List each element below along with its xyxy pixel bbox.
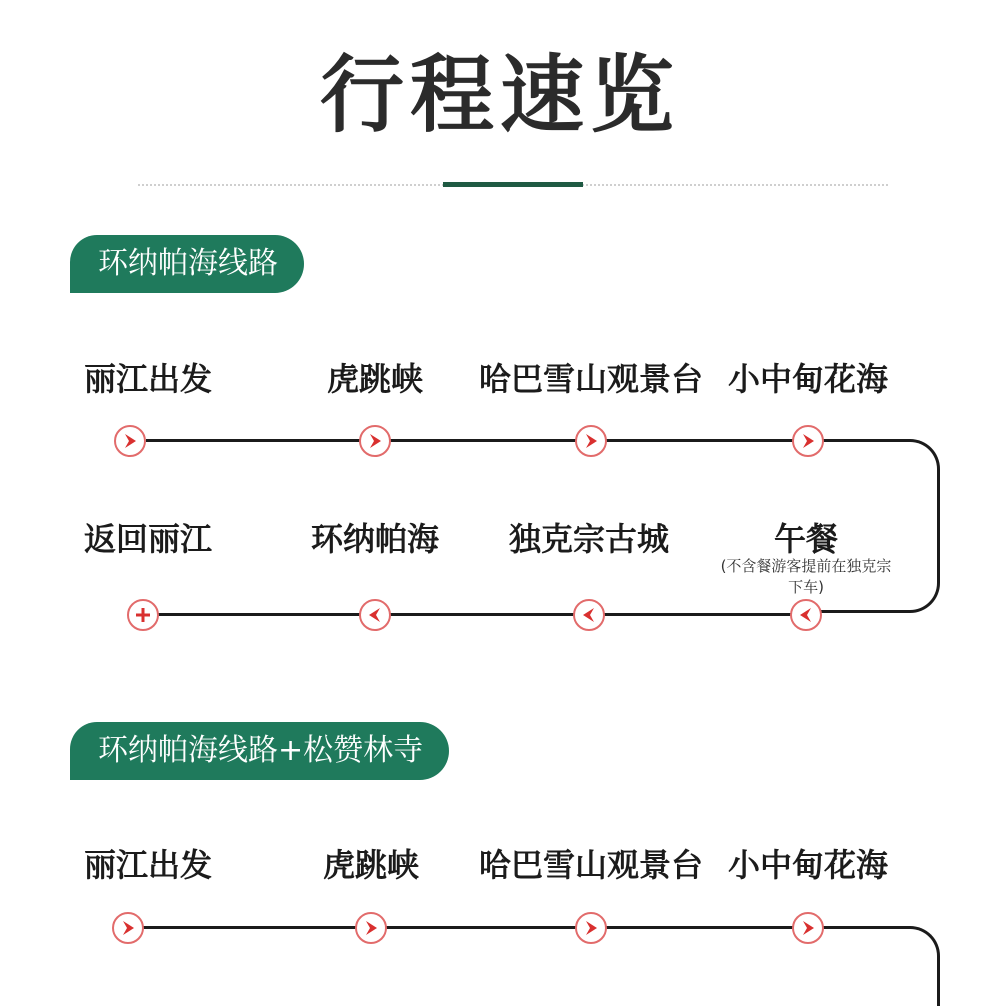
stop-label: 独克宗古城: [508, 520, 670, 558]
stop-label: 丽江出发: [83, 360, 213, 398]
stop-label: 午餐: [773, 520, 839, 558]
route-tag-2: 环纳帕海线路+松赞林寺: [70, 722, 449, 780]
stop-label: 虎跳峡: [326, 360, 424, 398]
route-line-row1: [128, 926, 808, 929]
arrow-right-icon: [114, 425, 146, 457]
route-line-row1: [146, 439, 808, 442]
meal-note: (不含餐游客提前在独克宗下车): [720, 557, 892, 596]
stop-label: 小中甸花海: [727, 360, 889, 398]
arrow-left-icon: [573, 599, 605, 631]
route-tag-1: 环纳帕海线路: [70, 235, 304, 293]
route-loop: [808, 926, 940, 1006]
arrow-right-icon: [575, 425, 607, 457]
arrow-left-icon: [790, 599, 822, 631]
title-divider-accent: [443, 182, 583, 187]
stop-label: 哈巴雪山观景台: [478, 846, 704, 884]
stop-label: 返回丽江: [83, 520, 213, 558]
plus-icon: [127, 599, 159, 631]
stop-label: 丽江出发: [83, 846, 213, 884]
arrow-left-icon: [359, 599, 391, 631]
stop-label: 哈巴雪山观景台: [478, 360, 704, 398]
arrow-right-icon: [355, 912, 387, 944]
route-line-row2: [146, 613, 808, 616]
stop-label: 虎跳峡: [322, 846, 420, 884]
arrow-right-icon: [359, 425, 391, 457]
arrow-right-icon: [112, 912, 144, 944]
stop-label: 环纳帕海: [310, 520, 440, 558]
arrow-right-icon: [792, 425, 824, 457]
stop-label: 小中甸花海: [727, 846, 889, 884]
arrow-right-icon: [792, 912, 824, 944]
arrow-right-icon: [575, 912, 607, 944]
page-title: 行程速览: [319, 45, 680, 144]
